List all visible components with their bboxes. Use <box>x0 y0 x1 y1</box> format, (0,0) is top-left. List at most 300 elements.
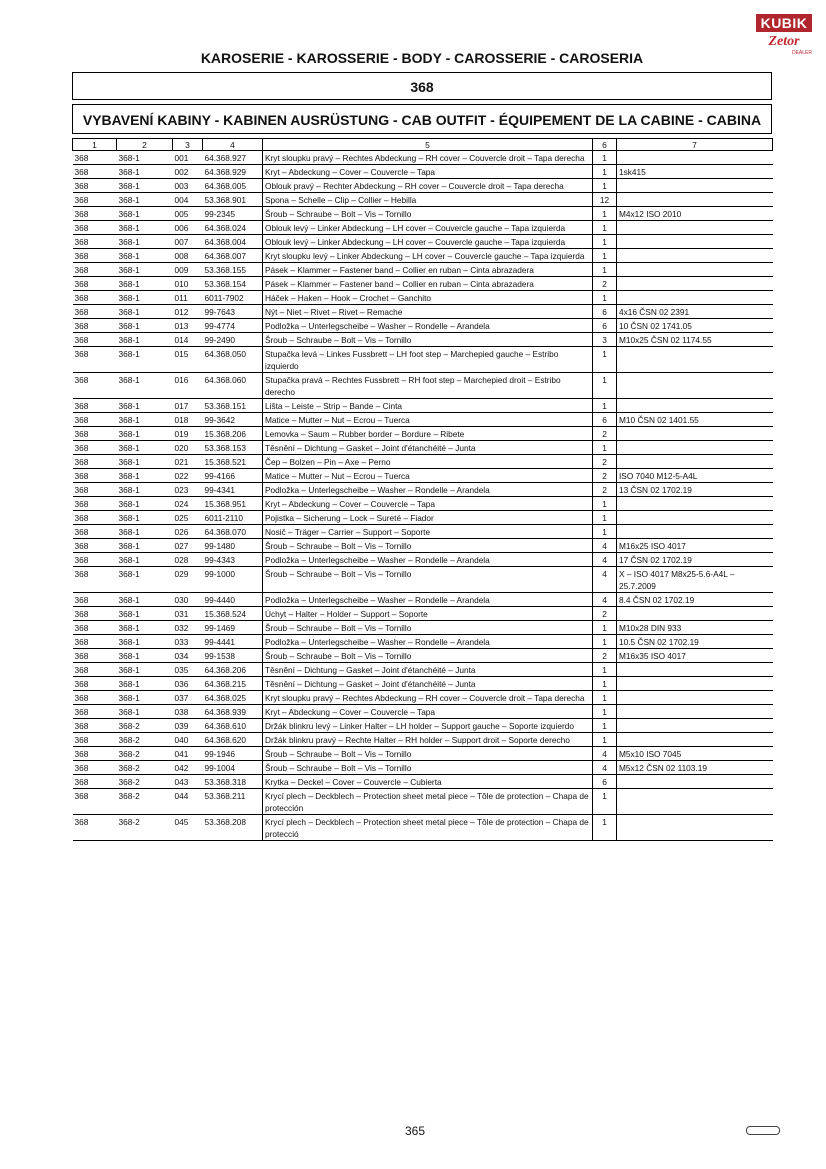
table-cell: 368 <box>73 263 117 277</box>
table-cell: 368 <box>73 319 117 333</box>
table-row <box>73 263 773 277</box>
table-row <box>73 747 773 761</box>
table-cell: 1 <box>593 235 617 249</box>
table-row <box>73 277 773 291</box>
table-cell: 002 <box>173 165 203 179</box>
table-row <box>73 719 773 733</box>
table-cell: 021 <box>173 455 203 469</box>
section-title: KAROSERIE - KAROSSERIE - BODY - CAROSSERIE - CAROSERIA <box>200 50 644 66</box>
table-cell <box>617 663 773 677</box>
table-cell: 99-4440 <box>203 593 263 607</box>
table-row <box>73 635 773 649</box>
table-cell <box>617 733 773 747</box>
column-header: 2 <box>117 139 173 151</box>
table-cell: M16x25 ISO 4017 <box>617 539 773 553</box>
table-cell: 368-2 <box>117 775 173 789</box>
table-row <box>73 207 773 221</box>
table-cell: Šroub – Schraube – Bolt – Vis – Tornillo <box>263 747 593 761</box>
table-row <box>73 441 773 455</box>
table-cell: Podložka – Unterlegscheibe – Washer – Rondelle – Arandela <box>263 593 593 607</box>
table-cell: 038 <box>173 705 203 719</box>
table-cell: Kryt sloupku pravý – Rechtes Abdeckung – RH cover – Couvercle droit – Tapa derecha <box>263 151 593 165</box>
table-cell: 1 <box>593 789 617 815</box>
table-cell: 99-4774 <box>203 319 263 333</box>
table-cell: 368 <box>73 497 117 511</box>
table-cell: 027 <box>173 539 203 553</box>
table-cell: Krycí plech – Deckblech – Protection sheet metal piece – Tôle de protection – Chapa de protección <box>263 789 593 815</box>
table-cell: M5x12 ČSN 02 1103.19 <box>617 761 773 775</box>
table-row <box>73 221 773 235</box>
table-cell: 2 <box>593 469 617 483</box>
table-cell: 368 <box>73 747 117 761</box>
table-cell: 368 <box>73 567 117 593</box>
table-cell: 1sk415 <box>617 165 773 179</box>
table-cell: 368 <box>73 719 117 733</box>
table-cell: Stupačka levá – Linkes Fussbrett – LH foot step – Marchepied gauche – Estribo izquierdo <box>263 347 593 373</box>
table-cell: 1 <box>593 677 617 691</box>
table-cell: 99-4343 <box>203 553 263 567</box>
table-cell: 99-2490 <box>203 333 263 347</box>
table-cell: 043 <box>173 775 203 789</box>
table-cell: 368 <box>73 249 117 263</box>
table-row <box>73 567 773 593</box>
table-cell <box>617 347 773 373</box>
table-cell: 99-1946 <box>203 747 263 761</box>
table-cell <box>617 235 773 249</box>
table-cell: 010 <box>173 277 203 291</box>
table-cell: 368-1 <box>117 319 173 333</box>
table-cell: 4 <box>593 747 617 761</box>
table-cell: 99-4441 <box>203 635 263 649</box>
table-cell: 1 <box>593 511 617 525</box>
table-cell: Podložka – Unterlegscheibe – Washer – Rondelle – Arandela <box>263 319 593 333</box>
table-cell: 032 <box>173 621 203 635</box>
table-cell: 1 <box>593 207 617 221</box>
table-cell <box>617 151 773 165</box>
table-cell: 368-1 <box>117 455 173 469</box>
table-cell: 6 <box>593 413 617 427</box>
table-cell: Šroub – Schraube – Bolt – Vis – Tornillo <box>263 761 593 775</box>
table-cell: 368-1 <box>117 691 173 705</box>
table-cell: 045 <box>173 815 203 841</box>
table-cell: 368-1 <box>117 441 173 455</box>
table-cell: 368 <box>73 635 117 649</box>
table-cell: 2 <box>593 277 617 291</box>
table-cell: 368 <box>73 455 117 469</box>
table-cell: 033 <box>173 635 203 649</box>
column-header: 1 <box>73 139 117 151</box>
table-cell: 368-1 <box>117 221 173 235</box>
table-cell: 368-1 <box>117 483 173 497</box>
table-cell <box>617 719 773 733</box>
table-cell: 1 <box>593 151 617 165</box>
table-cell: 368 <box>73 441 117 455</box>
table-cell: 368 <box>73 179 117 193</box>
table-cell: 17 ČSN 02 1702.19 <box>617 553 773 567</box>
table-row <box>73 333 773 347</box>
column-header: 7 <box>617 139 773 151</box>
table-cell: 4 <box>593 553 617 567</box>
table-cell: 368-1 <box>117 333 173 347</box>
table-cell: 53.368.151 <box>203 399 263 413</box>
table-cell: 1 <box>593 399 617 413</box>
table-cell: 368 <box>73 151 117 165</box>
table-cell: 014 <box>173 333 203 347</box>
table-cell: 1 <box>593 291 617 305</box>
table-cell: 368-1 <box>117 235 173 249</box>
table-cell: 368 <box>73 277 117 291</box>
table-cell: 368-1 <box>117 277 173 291</box>
table-cell <box>617 263 773 277</box>
table-cell: Matice – Mutter – Nut – Ecrou – Tuerca <box>263 413 593 427</box>
table-row <box>73 427 773 441</box>
table-cell: Kryt – Abdeckung – Cover – Couvercle – Tapa <box>263 165 593 179</box>
table-cell: 15.368.206 <box>203 427 263 441</box>
table-cell: 368-1 <box>117 291 173 305</box>
table-cell: 99-1000 <box>203 567 263 593</box>
table-cell: 368-1 <box>117 151 173 165</box>
group-number: 368 <box>72 72 772 100</box>
table-cell: 029 <box>173 567 203 593</box>
table-cell <box>617 789 773 815</box>
table-cell: 368-1 <box>117 567 173 593</box>
table-row <box>73 525 773 539</box>
table-header-row <box>73 139 773 151</box>
table-cell: 1 <box>593 179 617 193</box>
table-cell: 368-1 <box>117 649 173 663</box>
table-cell: 368 <box>73 235 117 249</box>
table-cell <box>617 291 773 305</box>
table-cell: M16x35 ISO 4017 <box>617 649 773 663</box>
table-cell: 034 <box>173 649 203 663</box>
table-cell: Držák blinkru levý – Linker Halter – LH holder – Support gauche – Soporte izquierdo <box>263 719 593 733</box>
table-row <box>73 705 773 719</box>
table-cell: 6 <box>593 319 617 333</box>
table-cell <box>617 677 773 691</box>
table-cell: Oblouk pravý – Rechter Abdeckung – RH cover – Couvercle droit – Tapa derecha <box>263 179 593 193</box>
table-cell: 368-2 <box>117 789 173 815</box>
table-cell: 1 <box>593 525 617 539</box>
page-number: 365 <box>404 1124 426 1138</box>
table-cell: Lemovka – Saum – Rubber border – Bordure – Ribete <box>263 427 593 441</box>
table-cell: 018 <box>173 413 203 427</box>
table-cell: 53.368.211 <box>203 789 263 815</box>
table-cell: 53.368.155 <box>203 263 263 277</box>
table-row <box>73 677 773 691</box>
table-cell: 368 <box>73 333 117 347</box>
table-cell: Háček – Haken – Hook – Crochet – Ganchito <box>263 291 593 305</box>
table-cell: 368-1 <box>117 593 173 607</box>
table-row <box>73 193 773 207</box>
table-cell: 99-3642 <box>203 413 263 427</box>
table-row <box>73 789 773 815</box>
table-cell: 368 <box>73 621 117 635</box>
table-cell: 368 <box>73 373 117 399</box>
table-cell: 1 <box>593 263 617 277</box>
table-cell: 1 <box>593 497 617 511</box>
table-cell: 024 <box>173 497 203 511</box>
table-cell <box>617 193 773 207</box>
table-cell: 026 <box>173 525 203 539</box>
table-cell: 368 <box>73 469 117 483</box>
table-cell: Šroub – Schraube – Bolt – Vis – Tornillo <box>263 333 593 347</box>
table-cell: Lišta – Leiste – Strip – Bande – Cinta <box>263 399 593 413</box>
table-cell: 368-1 <box>117 705 173 719</box>
table-cell: 031 <box>173 607 203 621</box>
table-cell: 368-2 <box>117 719 173 733</box>
table-cell: Krytka – Deckel – Cover – Couvercle – Cubierta <box>263 775 593 789</box>
table-cell <box>617 497 773 511</box>
table-cell: 64.368.025 <box>203 691 263 705</box>
table-cell: 64.368.215 <box>203 677 263 691</box>
table-cell: 64.368.927 <box>203 151 263 165</box>
table-cell: Těsnění – Dichtung – Gasket – Joint d'étanchéité – Junta <box>263 677 593 691</box>
table-cell: 368-1 <box>117 249 173 263</box>
table-cell: 368-2 <box>117 815 173 841</box>
table-row <box>73 511 773 525</box>
table-cell: 1 <box>593 621 617 635</box>
table-row <box>73 663 773 677</box>
table-cell: 368 <box>73 193 117 207</box>
table-cell: 368 <box>73 399 117 413</box>
table-cell: 368-1 <box>117 635 173 649</box>
parts-table-body <box>73 151 773 841</box>
logo-zetor: Zetor <box>768 34 800 49</box>
table-cell: 12 <box>593 193 617 207</box>
table-cell: 368-1 <box>117 497 173 511</box>
table-row <box>73 469 773 483</box>
table-cell: Těsnění – Dichtung – Gasket – Joint d'étanchéité – Junta <box>263 441 593 455</box>
table-cell <box>617 815 773 841</box>
table-cell: 368 <box>73 413 117 427</box>
table-cell: 99-1469 <box>203 621 263 635</box>
table-cell: 1 <box>593 815 617 841</box>
logo-sub: DEALER <box>791 50 812 56</box>
table-row <box>73 151 773 165</box>
table-cell: 2 <box>593 427 617 441</box>
table-cell: 53.368.318 <box>203 775 263 789</box>
column-header: 3 <box>173 139 203 151</box>
table-cell: 001 <box>173 151 203 165</box>
column-header: 6 <box>593 139 617 151</box>
table-cell <box>617 525 773 539</box>
table-cell: 368-1 <box>117 663 173 677</box>
table-cell: 015 <box>173 347 203 373</box>
table-row <box>73 539 773 553</box>
table-cell: 039 <box>173 719 203 733</box>
table-cell: 368-1 <box>117 553 173 567</box>
table-cell: Pojistka – Sicherung – Lock – Sureté – Fiador <box>263 511 593 525</box>
table-row <box>73 235 773 249</box>
table-cell: 368 <box>73 761 117 775</box>
table-cell: 99-1538 <box>203 649 263 663</box>
table-cell: 1 <box>593 635 617 649</box>
table-cell: Čep – Bolzen – Pin – Axe – Perno <box>263 455 593 469</box>
table-cell: Držák blinkru pravý – Rechte Halter – RH holder – Support droit – Soporte derecho <box>263 733 593 747</box>
table-cell: 017 <box>173 399 203 413</box>
table-row <box>73 347 773 373</box>
table-row <box>73 607 773 621</box>
table-cell: Podložka – Unterlegscheibe – Washer – Rondelle – Arandela <box>263 635 593 649</box>
table-cell: 368 <box>73 815 117 841</box>
table-cell: 3 <box>593 333 617 347</box>
table-cell: 035 <box>173 663 203 677</box>
table-cell: 368 <box>73 649 117 663</box>
table-cell: 2 <box>593 649 617 663</box>
table-cell: Nosič – Träger – Carrier – Support – Soporte <box>263 525 593 539</box>
table-cell: 99-4341 <box>203 483 263 497</box>
table-cell <box>617 455 773 469</box>
table-cell: 368-1 <box>117 305 173 319</box>
table-row <box>73 733 773 747</box>
table-cell: 1 <box>593 691 617 705</box>
table-cell: 368-1 <box>117 427 173 441</box>
table-cell: 53.368.901 <box>203 193 263 207</box>
table-cell <box>617 511 773 525</box>
table-cell: 368 <box>73 483 117 497</box>
table-cell: 4 <box>593 761 617 775</box>
table-cell: Šroub – Schraube – Bolt – Vis – Tornillo <box>263 649 593 663</box>
table-cell: 368 <box>73 165 117 179</box>
table-cell: 368-2 <box>117 747 173 761</box>
table-cell: 003 <box>173 179 203 193</box>
table-row <box>73 291 773 305</box>
table-cell <box>617 277 773 291</box>
table-cell: 1 <box>593 165 617 179</box>
table-cell <box>617 249 773 263</box>
table-cell: 013 <box>173 319 203 333</box>
table-row <box>73 553 773 567</box>
table-cell: 368 <box>73 593 117 607</box>
table-cell: 10.5 ČSN 02 1702.19 <box>617 635 773 649</box>
table-cell: 019 <box>173 427 203 441</box>
table-row <box>73 593 773 607</box>
table-cell: 368-2 <box>117 733 173 747</box>
table-cell: 1 <box>593 663 617 677</box>
table-cell: 64.368.007 <box>203 249 263 263</box>
table-cell: 368-2 <box>117 761 173 775</box>
column-header: 4 <box>203 139 263 151</box>
table-cell: Nýt – Niet – Rivet – Rivet – Remache <box>263 305 593 319</box>
table-cell: 368 <box>73 775 117 789</box>
table-row <box>73 305 773 319</box>
table-cell: 368 <box>73 511 117 525</box>
table-cell: 041 <box>173 747 203 761</box>
table-cell: Šroub – Schraube – Bolt – Vis – Tornillo <box>263 207 593 221</box>
group-title: VYBAVENÍ KABINY - KABINEN AUSRÜSTUNG - CAB OUTFIT - ÉQUIPEMENT DE LA CABINE - CABINA <box>72 104 772 134</box>
table-cell: 1 <box>593 441 617 455</box>
table-cell: 042 <box>173 761 203 775</box>
table-cell: 036 <box>173 677 203 691</box>
table-cell: 1 <box>593 719 617 733</box>
table-cell: 368-1 <box>117 607 173 621</box>
table-cell: 044 <box>173 789 203 815</box>
table-row <box>73 775 773 789</box>
table-cell: 368 <box>73 305 117 319</box>
table-cell: Podložka – Unterlegscheibe – Washer – Rondelle – Arandela <box>263 483 593 497</box>
table-cell: 368-1 <box>117 677 173 691</box>
table-cell: 368-1 <box>117 193 173 207</box>
table-cell: 64.368.620 <box>203 733 263 747</box>
table-cell: 53.368.208 <box>203 815 263 841</box>
table-cell: Kryt sloupku levý – Linker Abdeckung – LH cover – Couvercle gauche – Tapa izquierda <box>263 249 593 263</box>
table-cell: 012 <box>173 305 203 319</box>
table-cell: 64.368.050 <box>203 347 263 373</box>
table-cell: 8.4 ČSN 02 1702.19 <box>617 593 773 607</box>
table-cell: M5x10 ISO 7045 <box>617 747 773 761</box>
table-cell: 4 <box>593 539 617 553</box>
table-cell: Spona – Schelle – Clip – Collier – Hebilla <box>263 193 593 207</box>
table-cell: 368-1 <box>117 539 173 553</box>
table-cell: M10x28 DIN 933 <box>617 621 773 635</box>
table-cell: 1 <box>593 249 617 263</box>
table-cell: 64.368.206 <box>203 663 263 677</box>
table-cell: 005 <box>173 207 203 221</box>
table-row <box>73 249 773 263</box>
table-cell: 004 <box>173 193 203 207</box>
table-cell: 2 <box>593 607 617 621</box>
table-cell: Stupačka pravá – Rechtes Fussbrett – RH foot step – Marchepied droit – Estribo derecho <box>263 373 593 399</box>
table-cell: 368-1 <box>117 347 173 373</box>
table-cell: Podložka – Unterlegscheibe – Washer – Rondelle – Arandela <box>263 553 593 567</box>
table-cell <box>617 607 773 621</box>
table-cell: Těsnění – Dichtung – Gasket – Joint d'étanchéité – Junta <box>263 663 593 677</box>
table-cell: 040 <box>173 733 203 747</box>
table-cell: 368 <box>73 291 117 305</box>
table-cell <box>617 179 773 193</box>
table-cell: Šroub – Schraube – Bolt – Vis – Tornillo <box>263 567 593 593</box>
table-cell: 368 <box>73 427 117 441</box>
table-cell: 6011-2110 <box>203 511 263 525</box>
table-row <box>73 497 773 511</box>
table-row <box>73 621 773 635</box>
table-cell: 368-1 <box>117 621 173 635</box>
table-cell: 368-1 <box>117 413 173 427</box>
table-cell: 99-2345 <box>203 207 263 221</box>
table-row <box>73 691 773 705</box>
table-cell: 020 <box>173 441 203 455</box>
table-row <box>73 815 773 841</box>
table-row <box>73 399 773 413</box>
table-cell: 1 <box>593 347 617 373</box>
table-row <box>73 761 773 775</box>
table-cell: M4x12 ISO 2010 <box>617 207 773 221</box>
table-cell: 6 <box>593 775 617 789</box>
table-cell: 368 <box>73 539 117 553</box>
table-cell: 368-1 <box>117 525 173 539</box>
table-row <box>73 413 773 427</box>
table-cell <box>617 427 773 441</box>
table-cell <box>617 221 773 235</box>
table-cell: 99-1004 <box>203 761 263 775</box>
table-cell: 028 <box>173 553 203 567</box>
table-cell: 13 ČSN 02 1702.19 <box>617 483 773 497</box>
table-cell: 10 ČSN 02 1741.05 <box>617 319 773 333</box>
table-cell <box>617 705 773 719</box>
table-cell: M10 ČSN 02 1401.55 <box>617 413 773 427</box>
column-header: 5 <box>263 139 593 151</box>
table-row <box>73 373 773 399</box>
table-cell: 368 <box>73 207 117 221</box>
table-cell: 368 <box>73 525 117 539</box>
table-cell <box>617 399 773 413</box>
table-cell: 4 <box>593 593 617 607</box>
table-cell: 53.368.154 <box>203 277 263 291</box>
table-cell: Krycí plech – Deckblech – Protection sheet metal piece – Tôle de protection – Chapa de protecció <box>263 815 593 841</box>
table-cell: 368 <box>73 733 117 747</box>
table-cell: 009 <box>173 263 203 277</box>
table-cell: 368 <box>73 789 117 815</box>
